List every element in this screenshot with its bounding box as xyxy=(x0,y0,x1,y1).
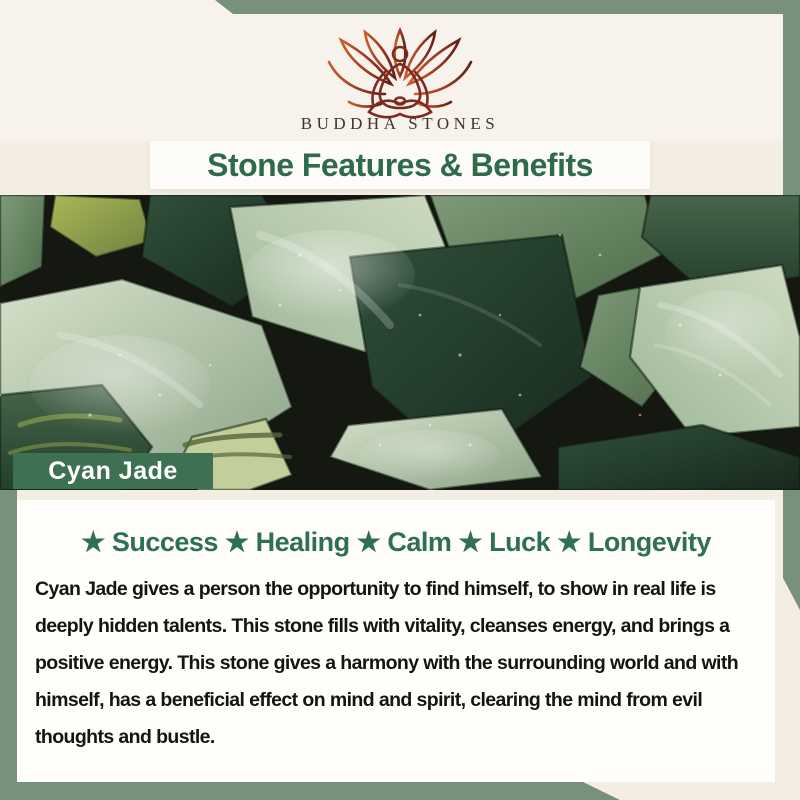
stone-name-label: Cyan Jade xyxy=(48,456,178,485)
section-banner xyxy=(150,141,650,189)
brand-name: BUDDHA STONES xyxy=(300,114,500,133)
section-title: Stone Features & Benefits xyxy=(207,146,593,183)
frame-strip-left xyxy=(0,490,17,800)
stone-name-badge xyxy=(13,453,213,489)
benefits-panel xyxy=(17,500,775,782)
frame-strip-bottom xyxy=(0,782,620,800)
jade-stones-photo xyxy=(0,195,800,490)
frame-strip-top xyxy=(215,0,800,14)
benefits-tagline: ★ Success ★ Healing ★ Calm ★ Luck ★ Longevity xyxy=(81,527,711,557)
benefits-description: Cyan Jade gives a person the opportunity to find himself, to show in real life is deeply hidden talents. This stone fills with vitality, cleanses energy, and brings a positive energy. This stone gives a harmony with the surrounding world and with himself, has a beneficial effect on mind and spirit, clearing the mind from evil thoughts and bustle. xyxy=(35,578,739,748)
lotus-logo-icon xyxy=(325,24,475,119)
